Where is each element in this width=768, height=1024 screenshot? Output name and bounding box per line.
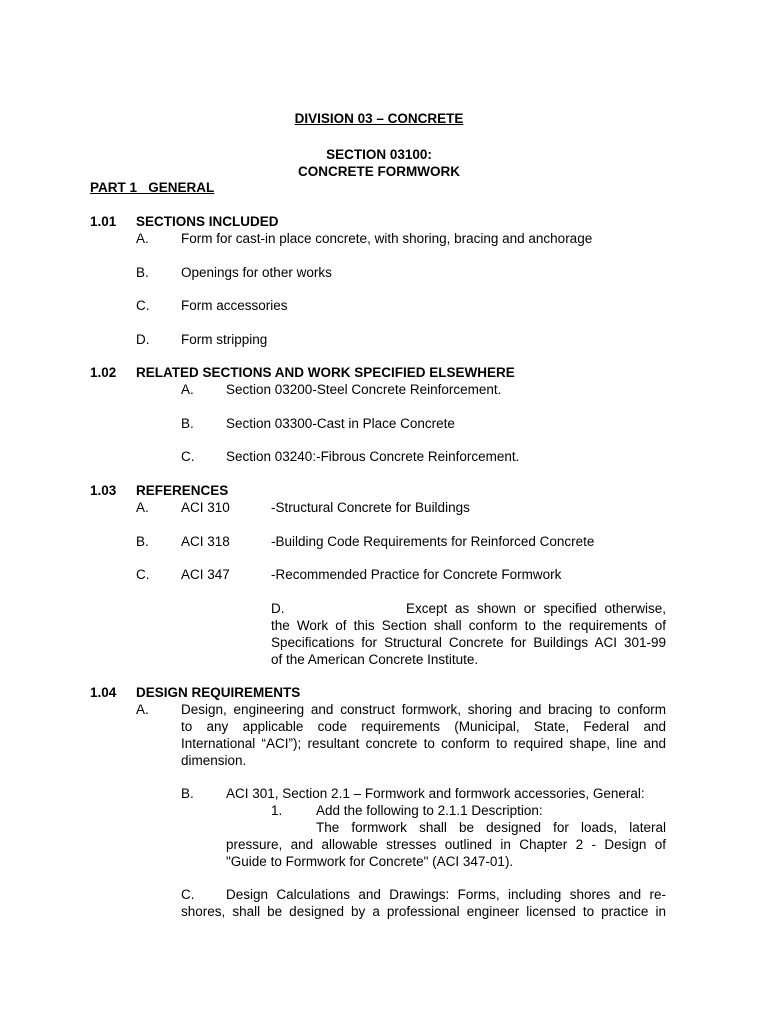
- section-1-03-number: 1.03: [90, 483, 117, 498]
- reference-text: -Structural Concrete for Buildings: [271, 500, 470, 515]
- paragraph-line: International “ACI”); resultant concrete to conform to required shape, line and: [181, 736, 666, 751]
- section-1-01-number: 1.01: [90, 214, 117, 229]
- section-1-03-title: REFERENCES: [136, 483, 229, 498]
- list-item-letter: C.: [181, 887, 195, 902]
- paragraph-line: Design Calculations and Drawings: Forms, including shores and re-: [226, 887, 666, 902]
- paragraph-line: to any applicable code requirements (Municipal, State, Federal and: [181, 719, 666, 734]
- list-item-text: Section 03300-Cast in Place Concrete: [226, 416, 455, 431]
- list-item-text: Section 03200-Steel Concrete Reinforcement.: [226, 382, 502, 397]
- paragraph-line: of the American Concrete Institute.: [271, 652, 479, 667]
- list-item-letter: D.: [136, 332, 150, 347]
- list-item-letter: B.: [181, 786, 194, 801]
- paragraph-line: Specifications for Structural Concrete for Buildings ACI 301-99: [271, 635, 666, 650]
- list-item-text: Form accessories: [181, 298, 288, 313]
- part-heading: PART 1 GENERAL: [90, 180, 215, 195]
- list-item-letter: C.: [136, 298, 150, 313]
- paragraph-line: the Work of this Section shall conform to the requirements of: [271, 618, 666, 633]
- reference-text: -Building Code Requirements for Reinforced Concrete: [271, 534, 595, 549]
- reference-code: ACI 310: [181, 500, 230, 515]
- list-item-letter: C.: [181, 449, 195, 464]
- reference-letter: C.: [136, 567, 150, 582]
- list-item-letter: A.: [136, 231, 149, 246]
- section-1-04-title: DESIGN REQUIREMENTS: [136, 685, 301, 700]
- design-b1-paragraph: [226, 819, 666, 870]
- section-number: SECTION 03100:: [326, 147, 432, 162]
- section-1-02-title: RELATED SECTIONS AND WORK SPECIFIED ELSEWHERE: [136, 365, 515, 380]
- list-item-text: ACI 301, Section 2.1 – Formwork and formwork accessories, General:: [226, 786, 645, 801]
- section-1-02-number: 1.02: [90, 365, 117, 380]
- list-item-letter: A.: [136, 702, 149, 717]
- section-title: CONCRETE FORMWORK: [298, 164, 460, 179]
- list-item-letter: B.: [181, 416, 194, 431]
- reference-letter: D.: [271, 601, 285, 616]
- reference-code: ACI 347: [181, 567, 230, 582]
- section-1-04-number: 1.04: [90, 685, 117, 700]
- reference-letter: A.: [136, 500, 149, 515]
- section-1-01-title: SECTIONS INCLUDED: [136, 214, 279, 229]
- reference-letter: B.: [136, 534, 149, 549]
- design-a-paragraph: [181, 701, 666, 769]
- list-item-letter: A.: [181, 382, 194, 397]
- division-title: DIVISION 03 – CONCRETE: [294, 111, 464, 126]
- paragraph-line: The formwork shall be designed for loads, lateral: [316, 820, 666, 835]
- reference-text: -Recommended Practice for Concrete Formwork: [271, 567, 562, 582]
- sub-item-number: 1.: [271, 803, 283, 818]
- list-item-letter: B.: [136, 265, 149, 280]
- list-item-text: Section 03240:-Fibrous Concrete Reinforcement.: [226, 449, 520, 464]
- sub-item-text: Add the following to 2.1.1 Description:: [316, 803, 543, 818]
- paragraph-line: Except as shown or specified otherwise,: [406, 601, 666, 616]
- reference-d-paragraph: [271, 600, 666, 668]
- reference-code: ACI 318: [181, 534, 230, 549]
- list-item-text: Openings for other works: [181, 265, 332, 280]
- list-item-text: Form stripping: [181, 332, 268, 347]
- paragraph-line: Design, engineering and construct formwork, shoring and bracing to conform: [181, 702, 666, 717]
- paragraph-line: pressure, and allowable stresses outlined in Chapter 2 - Design of: [226, 837, 666, 852]
- paragraph-line: dimension.: [181, 753, 247, 768]
- paragraph-line: "Guide to Formwork for Concrete" (ACI 347-01).: [226, 854, 514, 869]
- list-item-text: Form for cast-in place concrete, with shoring, bracing and anchorage: [181, 231, 593, 246]
- paragraph-line: shores, shall be designed by a professional engineer licensed to practice in: [181, 904, 666, 919]
- design-c-paragraph: [181, 886, 666, 920]
